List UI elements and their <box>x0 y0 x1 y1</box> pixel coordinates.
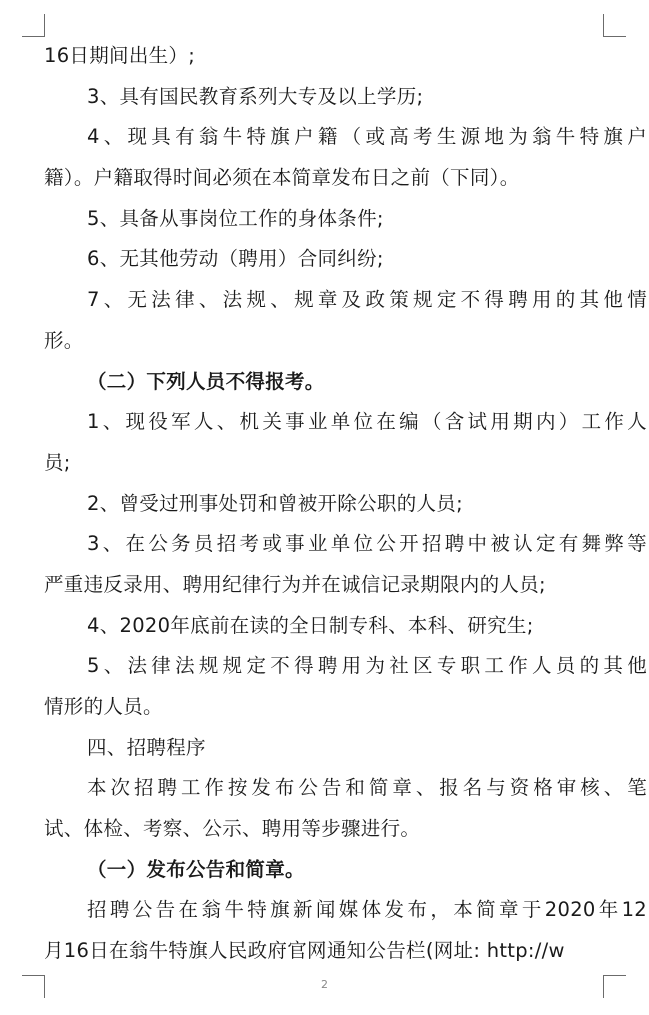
text-line: 4、现具有翁牛特旗户籍（或高考生源地为翁牛特旗户 <box>87 125 647 149</box>
section-heading: （一）发布公告和简章。 <box>87 857 305 881</box>
text-line: 1、现役军人、机关事业单位在编（含试用期内）工作人 <box>87 410 647 434</box>
text-line: 5、具备从事岗位工作的身体条件; <box>87 206 384 230</box>
text-line: 6、无其他劳动（聘用）合同纠纷; <box>87 247 384 271</box>
text-line: 严重违反录用、聘用纪律行为并在诚信记录期限内的人员; <box>44 572 546 596</box>
document-body <box>44 36 647 972</box>
text-line: 籍）。户籍取得时间必须在本简章发布日之前（下同）。 <box>44 166 520 190</box>
text-line: 7、无法律、法规、规章及政策规定不得聘用的其他情 <box>87 288 647 312</box>
text-line: 员; <box>44 450 71 474</box>
crop-mark-top-right <box>603 14 626 37</box>
crop-mark-top-left <box>22 14 45 37</box>
text-line: 2、曾受过刑事处罚和曾被开除公职的人员; <box>87 491 463 515</box>
text-line: 3、具有国民教育系列大专及以上学历; <box>87 84 424 108</box>
section-heading: （二）下列人员不得报考。 <box>87 369 325 393</box>
text-line: 招聘公告在翁牛特旗新闻媒体发布，本简章于2020年12 <box>87 898 647 922</box>
text-line: 情形的人员。 <box>44 695 163 718</box>
section-heading: 四、招聘程序 <box>87 735 206 759</box>
page-number: 2 <box>321 978 328 991</box>
text-line: 本次招聘工作按发布公告和简章、报名与资格审核、笔 <box>87 776 647 800</box>
text-line: 16日期间出生）; <box>44 44 196 67</box>
text-line: 3、在公务员招考或事业单位公开招聘中被认定有舞弊等 <box>87 532 647 556</box>
text-line: 试、体检、考察、公示、聘用等步骤进行。 <box>44 817 421 841</box>
text-line: 5、法律法规规定不得聘用为社区专职工作人员的其他 <box>87 654 647 678</box>
text-line: 形。 <box>44 328 84 352</box>
text-line: 4、2020年底前在读的全日制专科、本科、研究生; <box>87 613 534 637</box>
text-line: 月16日在翁牛特旗人民政府官网通知公告栏(网址: http://w <box>44 939 565 963</box>
